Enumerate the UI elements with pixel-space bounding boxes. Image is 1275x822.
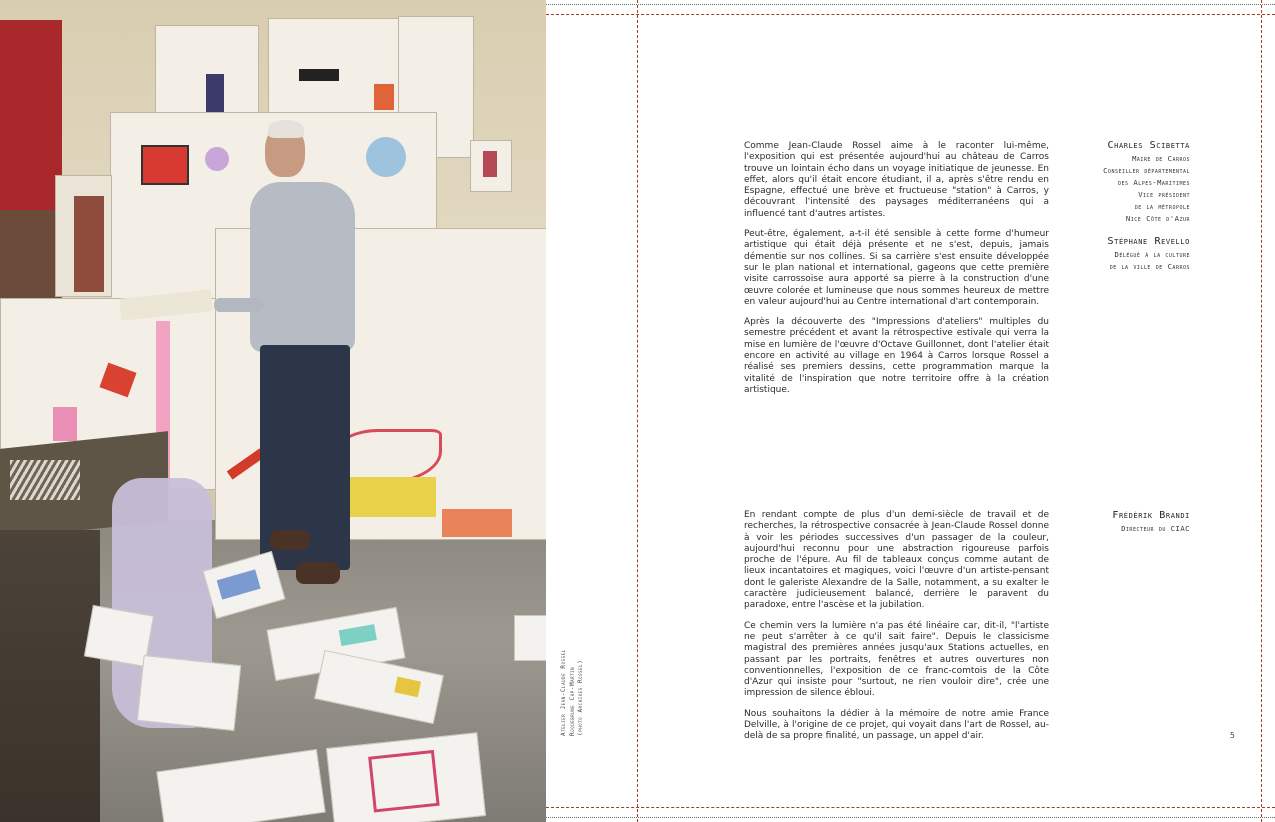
trim-guide-bottom	[546, 807, 1275, 808]
paragraph: Peut-être, également, a-t-il été sensible à cette forme d'humeur artistique qui était déjà présente et ne s'est, depuis, jamais démentie sur nos collines. Si sa carrière s'est ensuite développée sur le plan national et international, gageons que cette première visite carrossoise aura apporté sa pierre à la construction d'une œuvre colorée et lumineuse que nous sommes heureux de mettre en valeur aujourd'hui au Centre international d'art contemporain.	[744, 229, 1049, 307]
signatory-role: Conseiller départemental	[1103, 166, 1190, 175]
intro-text	[744, 141, 1049, 405]
signatory-role: Directeur du CIAC	[1121, 524, 1190, 533]
paragraph: Comme Jean-Claude Rossel aime à le raconter lui-même, l'exposition qui est présentée aujourd'hui au château de Carros trouve un lointain écho dans un voyage initiatique de jeunesse. En effet, alors qu'il était encore étudiant, il a, après s'être rendu en Espagne, effectué une brève et fructueuse "station" à Carros, y découvrant l'intensité des paysages méditerranéens qui a influencé tant d'autres artistes.	[744, 141, 1049, 219]
artist-shoe-left	[270, 530, 310, 550]
trim-guide-left	[637, 0, 638, 822]
signatory-role: de la ville de Carros	[1109, 262, 1190, 271]
canvas-upper-mid	[268, 18, 400, 120]
floor-paper-6	[514, 615, 546, 661]
red-canvas	[0, 20, 62, 210]
paragraph: En rendant compte de plus d'un demi-siècle de travail et de recherches, la rétrospective consacrée à Jean-Claude Rossel donne à voir les périodes successives d'un passager de la couleur, aujourd'hui reconnu pour une abstraction rigoureuse parfois proche de l'épure. Au fil de tableaux conçus comme autant de lieux incantatoires et magiques, voici l'œuvre d'un artiste-pensant dont le galeriste Alexandre de la Salle, notamment, a su exalter le caractère judicieusement balancé, derrière le paravent du paradoxe, entre l'ascèse et la jubilation.	[744, 510, 1049, 611]
signatory-role: des Alpes-Maritimes	[1118, 178, 1190, 187]
bleed-guide-top	[546, 4, 1275, 5]
caption-line-3: (photo Archives Rossel)	[577, 659, 584, 736]
studio-photo	[0, 0, 546, 822]
signatory-role: de la métropole	[1134, 202, 1190, 211]
signatory-name: Frédérik Brandi	[1112, 510, 1190, 521]
brushes	[10, 460, 80, 500]
signatory-role: Nice Côte d'Azur	[1125, 214, 1190, 223]
signature-block-top	[1060, 139, 1190, 273]
signature-block-bottom	[1060, 509, 1190, 535]
canvas-frame-left	[55, 175, 112, 297]
caption-line-1: Atelier Jean-Claude Rossel	[560, 649, 567, 736]
artist-shirt	[250, 182, 355, 352]
paragraph: Ce chemin vers la lumière n'a pas été linéaire car, dit-il, "l'artiste ne peut s'arrêter à ce qu'il sait faire". Depuis le classicisme magistral des premières années jusqu'aux Stations actuelles, en passant par les portraits, fenêtres et autres ouvertures non conventionnelles, l'exposition de ce franc-comtois de la Côte d'Azur qui insiste pour "surtout, ne rien vouloir dire", crée une impression de silence ébloui.	[744, 620, 1049, 699]
caption-line-2: Roquebrune Cap-Martin	[568, 666, 576, 736]
signatory-role: Délégué à la culture	[1114, 250, 1190, 259]
floor-paper-3	[137, 655, 241, 731]
canvas-upper-left	[155, 25, 259, 123]
signatory-name: Charles Scibetta	[1107, 140, 1190, 151]
paragraph: Nous souhaitons la dédier à la mémoire de notre amie France Delville, à l'origine de ce projet, qui voyait dans l'art de Rossel, au-delà de sa propre finalité, un passage, un appel d'air.	[744, 708, 1049, 742]
photo-caption	[556, 612, 596, 742]
page-number: 5	[1230, 731, 1235, 740]
table-shelves	[0, 530, 100, 822]
signatory-role: Maire de Carros	[1132, 154, 1190, 163]
signatory-role: Vice président	[1138, 190, 1190, 199]
bleed-guide-bottom	[546, 817, 1275, 818]
dark-panel	[0, 210, 62, 300]
artist-arm	[214, 298, 264, 312]
trim-guide-top	[546, 14, 1275, 15]
signatory-name: Stéphane Revello	[1107, 236, 1190, 247]
artist-shoe-right	[296, 562, 340, 584]
trim-guide-right	[1261, 0, 1262, 822]
artist-hair	[268, 120, 304, 138]
canvas-small-right	[470, 140, 512, 192]
floor-paper-8	[326, 732, 486, 822]
paragraph: Après la découverte des "Impressions d'ateliers" multiples du semestre précédent et avant la rétrospective estivale qui verra la mise en lumière de l'œuvre d'Octave Guillonnet, dont l'atelier était encore en activité au village en 1964 à Carros lorsque Rossel a réalisé ses premiers dessins, cette programmation marque la vitalité de l'inspiration que notre territoire offre à la création artistique.	[744, 317, 1049, 395]
retrospective-text	[744, 510, 1049, 752]
